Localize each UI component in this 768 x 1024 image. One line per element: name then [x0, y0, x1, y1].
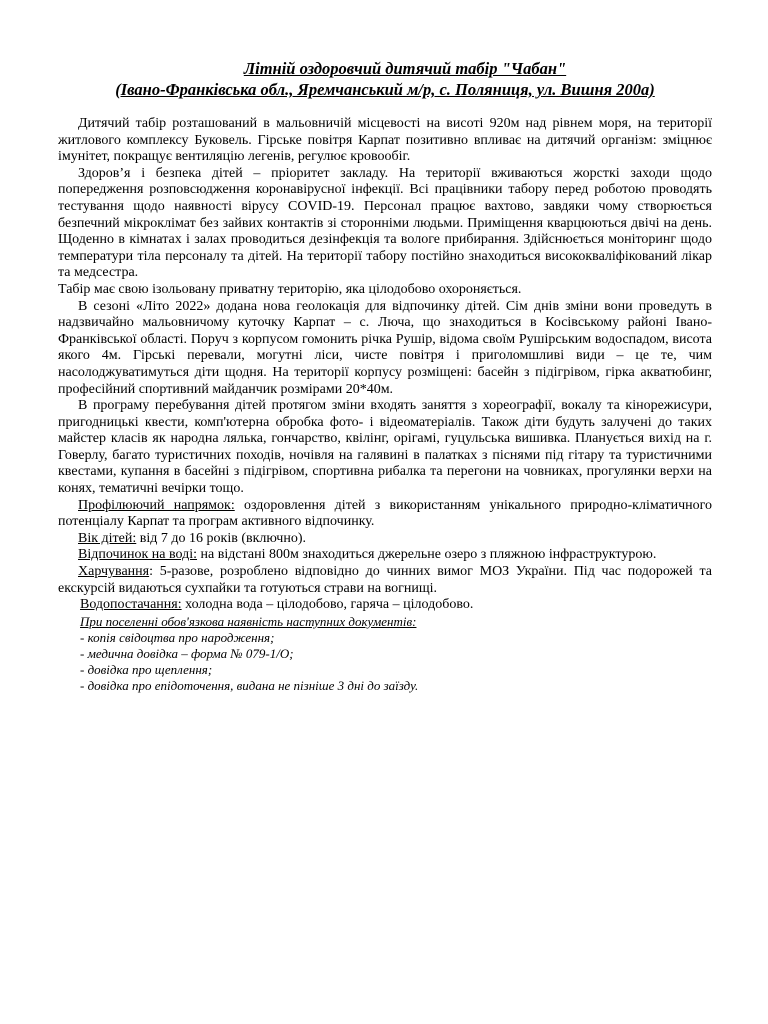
paragraph-territory: Табір має свою ізольовану приватну територію, яка цілодобово охороняється. — [58, 281, 522, 297]
documents-item: - довідка про епідоточення, видана не пізніше 3 дні до заїзду. — [80, 677, 419, 693]
detail-profile-text: оздоровлення дітей з використанням унікального природно-кліматичного потенціалу Карпат та програм активного відпочинку. — [58, 497, 712, 530]
detail-supply-label: Водопостачання: — [80, 597, 182, 613]
detail-supply — [58, 597, 712, 614]
paragraph-season: В сезоні «Літо 2022» додана нова геолокація для відпочинку дітей. Сім днів зміни вони проведуть в надзвичайно мальовничому куточку Карпат – с. Люча, що знаходиться в Косівському районі Івано-Франківської області. Поруч з корпусом гомонить річка Рушір, відома своїм Рушірським водоспадом, висота якого 4м. Гірські перевали, могутні ліси, чисте повітря і приголомшливі види – це те, чим насолоджуватимуться діти щодня. На території корпусу розміщені: басейн з підігрівом, гірка акватюбинг, професійний спортивний майданчик розмірами 20*40м. — [58, 298, 712, 397]
documents-item: - копія свідоцтва про народження; — [80, 629, 275, 645]
detail-water-text: на відстані 800м знаходиться джерельне озеро з пляжною інфраструктурою. — [197, 547, 657, 563]
detail-water-label: Відпочинок на воді: — [78, 547, 198, 563]
documents-item: - довідка про щеплення; — [80, 661, 213, 677]
detail-age-text: від 7 до 16 років (включно). — [136, 530, 306, 546]
detail-profile-label: Профілюючий напрямок: — [78, 497, 235, 513]
detail-food — [58, 564, 712, 597]
detail-food-text: : 5-разове, розроблено відповідно до чинних вимог МОЗ України. Під час подорожей та екскурсій видаються сухпайки та готуються страви на вогнищі. — [58, 564, 712, 596]
detail-profile — [58, 498, 712, 531]
detail-supply-text: холодна вода – цілодобово, гаряча – цілодобово. — [181, 597, 474, 613]
detail-age — [58, 531, 712, 548]
documents-item: - медична довідка – форма № 079-1/О; — [80, 645, 294, 661]
detail-age-label: Вік дітей: — [78, 530, 137, 546]
document-title: Літній оздоровчий дитячий табір "Чабан" — [243, 59, 567, 78]
documents-list — [58, 614, 712, 694]
paragraph-location: Дитячий табір розташований в мальовничій місцевості на висоті 920м над рівнем моря, на території житлового комплексу Буковель. Гірське повітря Карпат позитивно впливає на дитячий організм: зміцнює імунітет, покращує вентиляцію легенів, регулює кровообіг. — [58, 116, 712, 165]
document-address: (Івано-Франківська обл., Яремчанський м/р, с. Поляниця, ул. Вишня 200а) — [115, 80, 655, 99]
documents-header: При поселенні обов'язкова наявність наступних документів: — [80, 613, 417, 629]
detail-food-label: Харчування — [78, 564, 150, 580]
paragraph-safety: Здоров’я і безпека дітей – пріоритет закладу. На території вживаються жорсткі заходи щодо попередження розповсюдження коронавірусної інфекції. Всі працівники табору перед роботою проводять тестування щодо наявності вірусу COVID-19. Персонал працює вахтово, завдяки чому створюється безпечний мікроклімат без зайвих контактів зі сторонніми людьми. Приміщення кварцюються двічі на день. Щоденно в кімнатах і залах проводиться дезінфекція та вологе прибирання. Здійснюється моніторинг щодо температури тіла персоналу та дітей. На території табору постійно знаходиться висококваліфікований лікар та медсестра. — [58, 165, 712, 281]
detail-water — [58, 547, 712, 564]
paragraph-program: В програму перебування дітей протягом зміни входять заняття з хореографії, вокалу та кінорежисури, пригодницькі квести, комп'ютерна обробка фото- і відеоматеріалів. Також діти будуть залучені до таких майстер класів як народна лялька, гончарство, квілінг, орігамі, гуцульська вишивка. Планується вихід на г. Говерлу, багато туристичних походів, ночівля на галявині в палатках з піснями під гітару та туристичними квестами, купання в басейні з підігрівом, спортивна рибалка та перегони на човниках, прогулянки верхи на конях, тематичні вечірки тощо. — [58, 398, 712, 497]
